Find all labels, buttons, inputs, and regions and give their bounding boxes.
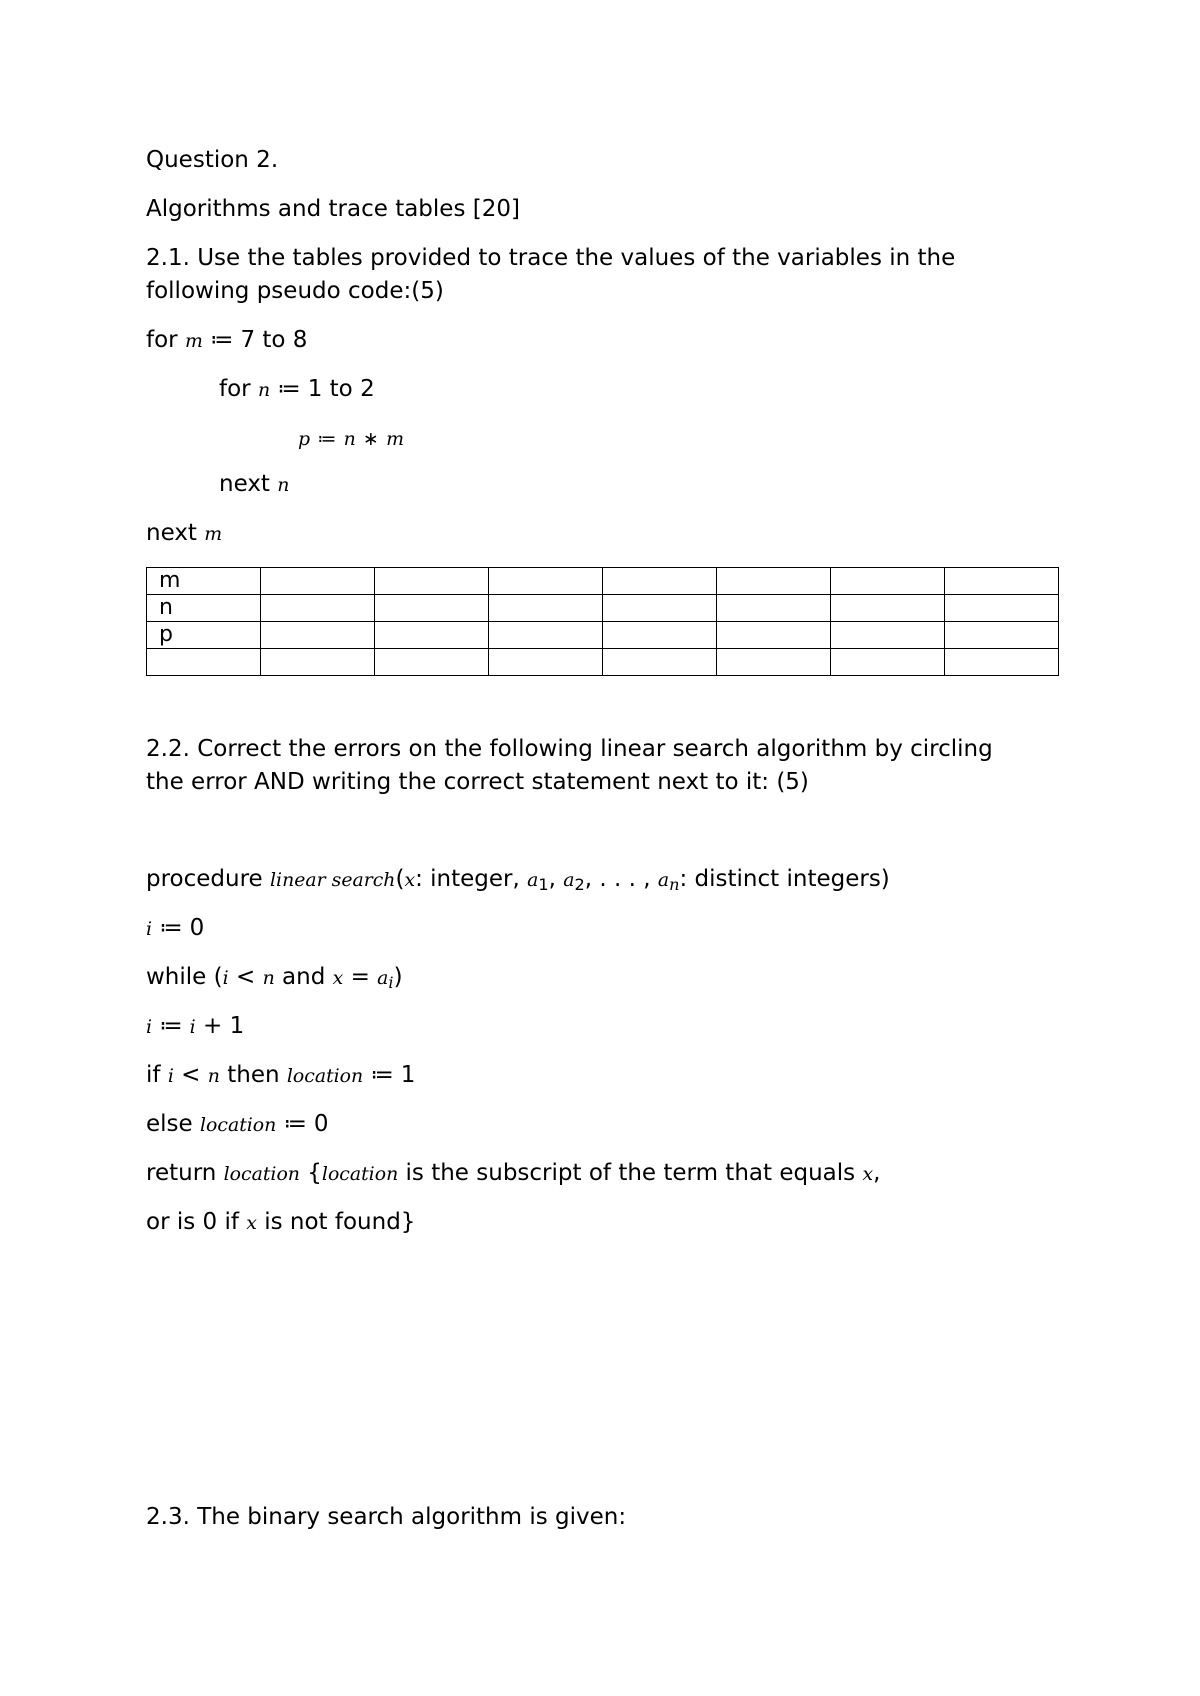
code-variable: location xyxy=(321,1163,399,1185)
linear-search-while xyxy=(146,961,403,999)
trace-cell[interactable] xyxy=(603,649,717,676)
code-text: : distinct integers) xyxy=(679,866,890,892)
code-inner-for xyxy=(219,373,375,406)
code-operator: ≔ xyxy=(317,428,337,450)
code-variable: n xyxy=(257,379,271,401)
trace-cell[interactable] xyxy=(489,568,603,595)
q2-1-prompt-line1: 2.1. Use the tables provided to trace the values of the variables in the xyxy=(146,245,956,271)
section-title: Algorithms and trace tables [20] xyxy=(146,196,520,222)
code-text: ) xyxy=(393,964,403,990)
q2-3-prompt: 2.3. The binary search algorithm is given: xyxy=(146,1504,627,1530)
code-keyword: procedure xyxy=(146,866,263,892)
code-subscript: i xyxy=(388,973,394,993)
code-outer-for xyxy=(146,324,307,357)
code-variable: location xyxy=(223,1163,300,1185)
linear-search-init xyxy=(146,912,204,945)
code-variable: i xyxy=(167,1065,174,1087)
code-operator: < xyxy=(228,964,263,990)
trace-cell[interactable] xyxy=(375,649,489,676)
code-text: , xyxy=(873,1160,881,1186)
code-operator: < xyxy=(173,1062,208,1088)
code-assign-p xyxy=(298,422,404,455)
code-keyword: next xyxy=(219,471,270,497)
code-keyword: for xyxy=(219,376,251,402)
linear-search-header xyxy=(146,863,890,901)
trace-row xyxy=(147,595,1059,622)
code-variable: p xyxy=(298,428,311,450)
code-text: , . . . , xyxy=(584,866,658,892)
code-keyword: for xyxy=(146,327,178,353)
trace-cell[interactable] xyxy=(375,568,489,595)
code-text: or is 0 if xyxy=(146,1209,247,1235)
code-text: + 1 xyxy=(203,1013,245,1039)
code-subscript: n xyxy=(669,875,680,895)
code-text: is not found} xyxy=(256,1209,416,1235)
code-variable: x xyxy=(404,869,416,891)
trace-cell[interactable] xyxy=(603,568,717,595)
code-keyword: next xyxy=(146,520,197,546)
trace-cell[interactable] xyxy=(603,622,717,649)
code-text: ≔ 0 xyxy=(159,915,205,941)
code-next-inner xyxy=(219,468,289,501)
linear-search-return xyxy=(146,1157,880,1190)
code-variable: a xyxy=(563,869,575,891)
code-variable: m xyxy=(204,523,223,545)
code-text: { xyxy=(299,1160,322,1186)
code-keyword: return xyxy=(146,1160,224,1186)
code-variable: location xyxy=(286,1065,364,1087)
trace-cell[interactable] xyxy=(945,595,1059,622)
code-text: ( xyxy=(395,866,405,892)
code-keyword: while ( xyxy=(146,964,223,990)
code-variable: x xyxy=(332,967,344,989)
code-variable: n xyxy=(343,428,356,450)
linear-search-else xyxy=(146,1108,329,1141)
code-subscript: 1 xyxy=(538,875,549,895)
trace-cell[interactable] xyxy=(717,595,831,622)
trace-row-label: n xyxy=(147,595,261,622)
trace-row-label xyxy=(147,649,261,676)
code-variable: m xyxy=(184,330,203,352)
code-variable: i xyxy=(146,918,153,940)
code-variable: n xyxy=(277,474,290,496)
trace-cell[interactable] xyxy=(945,568,1059,595)
trace-row-label: m xyxy=(147,568,261,595)
code-text: , xyxy=(548,866,564,892)
trace-cell[interactable] xyxy=(489,595,603,622)
code-keyword: and xyxy=(274,964,333,990)
trace-row xyxy=(147,568,1059,595)
trace-cell[interactable] xyxy=(831,649,945,676)
code-variable: x xyxy=(862,1163,874,1185)
code-variable: n xyxy=(207,1065,220,1087)
trace-cell[interactable] xyxy=(603,595,717,622)
trace-cell[interactable] xyxy=(261,595,375,622)
code-variable: a xyxy=(657,869,670,891)
code-range: ≔ 1 to 2 xyxy=(277,376,375,402)
code-subscript: 2 xyxy=(574,875,585,895)
trace-cell[interactable] xyxy=(717,568,831,595)
code-variable: i xyxy=(146,1016,153,1038)
code-operator: = xyxy=(343,964,378,990)
code-text: ≔ 0 xyxy=(276,1111,329,1137)
procedure-name: linear search xyxy=(270,869,396,891)
code-variable: a xyxy=(527,869,539,891)
trace-row xyxy=(147,622,1059,649)
trace-cell[interactable] xyxy=(945,622,1059,649)
code-range: ≔ 7 to 8 xyxy=(210,327,308,353)
code-text: : integer, xyxy=(415,866,528,892)
trace-cell[interactable] xyxy=(717,622,831,649)
code-text: ≔ 1 xyxy=(363,1062,416,1088)
code-keyword: else xyxy=(146,1111,200,1137)
code-keyword: if xyxy=(146,1062,168,1088)
code-variable: x xyxy=(246,1212,257,1234)
code-variable: i xyxy=(222,967,229,989)
trace-cell[interactable] xyxy=(261,622,375,649)
trace-cell[interactable] xyxy=(375,622,489,649)
trace-cell[interactable] xyxy=(945,649,1059,676)
linear-search-if xyxy=(146,1059,415,1092)
code-variable: location xyxy=(200,1114,277,1136)
linear-search-increment xyxy=(146,1010,244,1043)
trace-row-label: p xyxy=(147,622,261,649)
question-title: Question 2. xyxy=(146,147,279,173)
code-operator: ∗ xyxy=(363,428,379,450)
code-variable: m xyxy=(386,428,405,450)
trace-cell[interactable] xyxy=(831,568,945,595)
trace-cell[interactable] xyxy=(489,622,603,649)
q2-2-prompt-line2: the error AND writing the correct statement next to it: (5) xyxy=(146,769,809,795)
trace-cell[interactable] xyxy=(717,649,831,676)
trace-cell[interactable] xyxy=(831,595,945,622)
code-next-outer xyxy=(146,517,222,550)
code-keyword: then xyxy=(219,1062,287,1088)
linear-search-comment-end xyxy=(146,1206,415,1239)
code-text: is the subscript of the term that equals xyxy=(398,1160,863,1186)
q2-2-prompt-line1: 2.2. Correct the errors on the following linear search algorithm by circling xyxy=(146,736,993,762)
trace-cell[interactable] xyxy=(489,649,603,676)
code-operator: ≔ xyxy=(159,1013,183,1039)
trace-cell[interactable] xyxy=(831,622,945,649)
trace-cell[interactable] xyxy=(375,595,489,622)
code-variable: n xyxy=(262,967,275,989)
trace-row xyxy=(147,649,1059,676)
code-variable: i xyxy=(189,1016,196,1038)
trace-cell[interactable] xyxy=(261,568,375,595)
q2-1-prompt-line2: following pseudo code:(5) xyxy=(146,278,444,304)
code-variable: a xyxy=(377,967,389,989)
trace-table xyxy=(146,567,1059,676)
trace-cell[interactable] xyxy=(261,649,375,676)
